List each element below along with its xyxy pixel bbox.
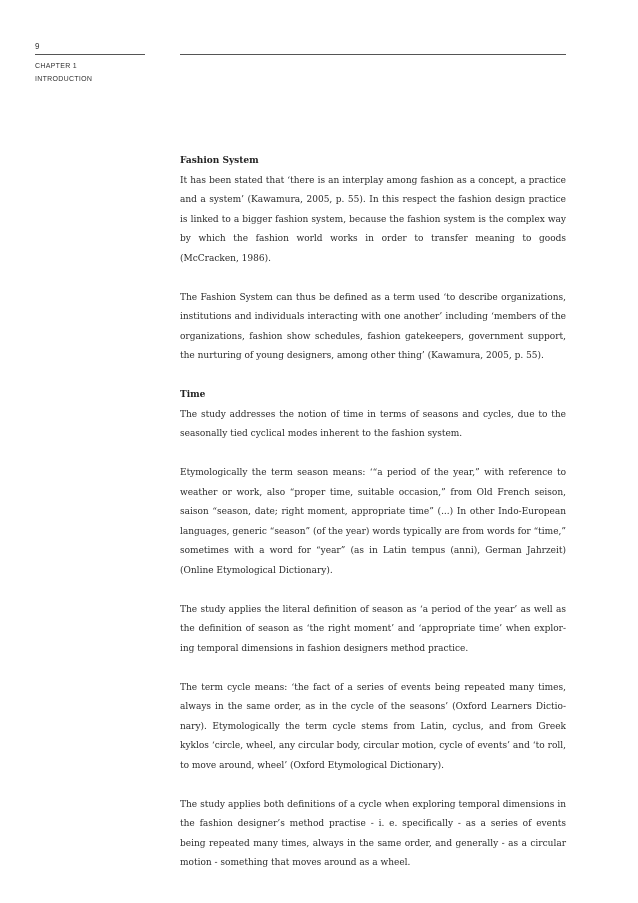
paragraph: The study addresses the notion of time in terms of seasons and cycles, due to the seasonally tied cyclical modes inherent to the fashion system. <box>180 409 566 439</box>
section-heading-fashion-system: Fashion System <box>180 156 259 166</box>
paragraph: The study applies the literal definition of season as ‘a period of the year’ as well as the definition of season as ‘the right moment’ and ‘appropriate time’ when exploring temporal dimensions in fashion designers method practice. <box>180 604 566 654</box>
header-rule-right <box>180 54 566 55</box>
paragraph: Etymologically the term season means: ‘“a period of the year,” with reference to weather or work, also “proper time, suitable occasion,” from Old French seison, saison “season, date; right moment, appropriate time” (...) In other Indo-European languages, generic “season” (of the year) words typically are from words for “time,” sometimes with a word for “year” (as in Latin tempus (anni), German Jahrzeit) (Online Etymological Dictionary). <box>180 468 566 576</box>
paragraph: The study applies both definitions of a cycle when exploring temporal dimensions in the fashion designer’s method practise - i. e. specifically - as a series of events being repeated many times, always in the same order, and generally - as a circular motion - something that moves around as a wheel. <box>180 799 566 868</box>
paragraph: The Fashion System can thus be defined as a term used ‘to describe organizations, institutions and individuals interacting with one another’ including ‘members of the organizations, fashion show schedules, fashion gatekeepers, government support, the nurturing of young designers, among other thing’ (Kawamura, 2005, p. 55). <box>180 292 566 361</box>
paragraph: The term cycle means: ‘the fact of a series of events being repeated many times, always in the same order, as in the cycle of the seasons’ (Oxford Learners Dictionary). Etymologically the term cycle stems from Latin, cyclus, and from Greek kyklos ‘circle, wheel, any circular body, circular motion, cycle of events’ and ‘to roll, to move around, wheel’ (Oxford Etymological Dictionary). <box>180 682 566 771</box>
header-rule-left <box>35 54 145 55</box>
chapter-title: INTRODUCTION <box>35 76 93 83</box>
page-number: 9 <box>35 42 40 51</box>
body-text <box>180 152 566 893</box>
section-heading-time: Time <box>180 390 206 400</box>
chapter-number: CHAPTER 1 <box>35 63 77 70</box>
paragraph: It has been stated that ‘there is an interplay among fashion as a concept, a practice and a system’ (Kawamura, 2005, p. 55). In this respect the fashion design practice is linked to a bigger fashion system, because the fashion system is the complex way by which the fashion world works in order to transfer meaning to goods (McCracken, 1986). <box>180 175 566 264</box>
chapter-label <box>35 60 92 86</box>
